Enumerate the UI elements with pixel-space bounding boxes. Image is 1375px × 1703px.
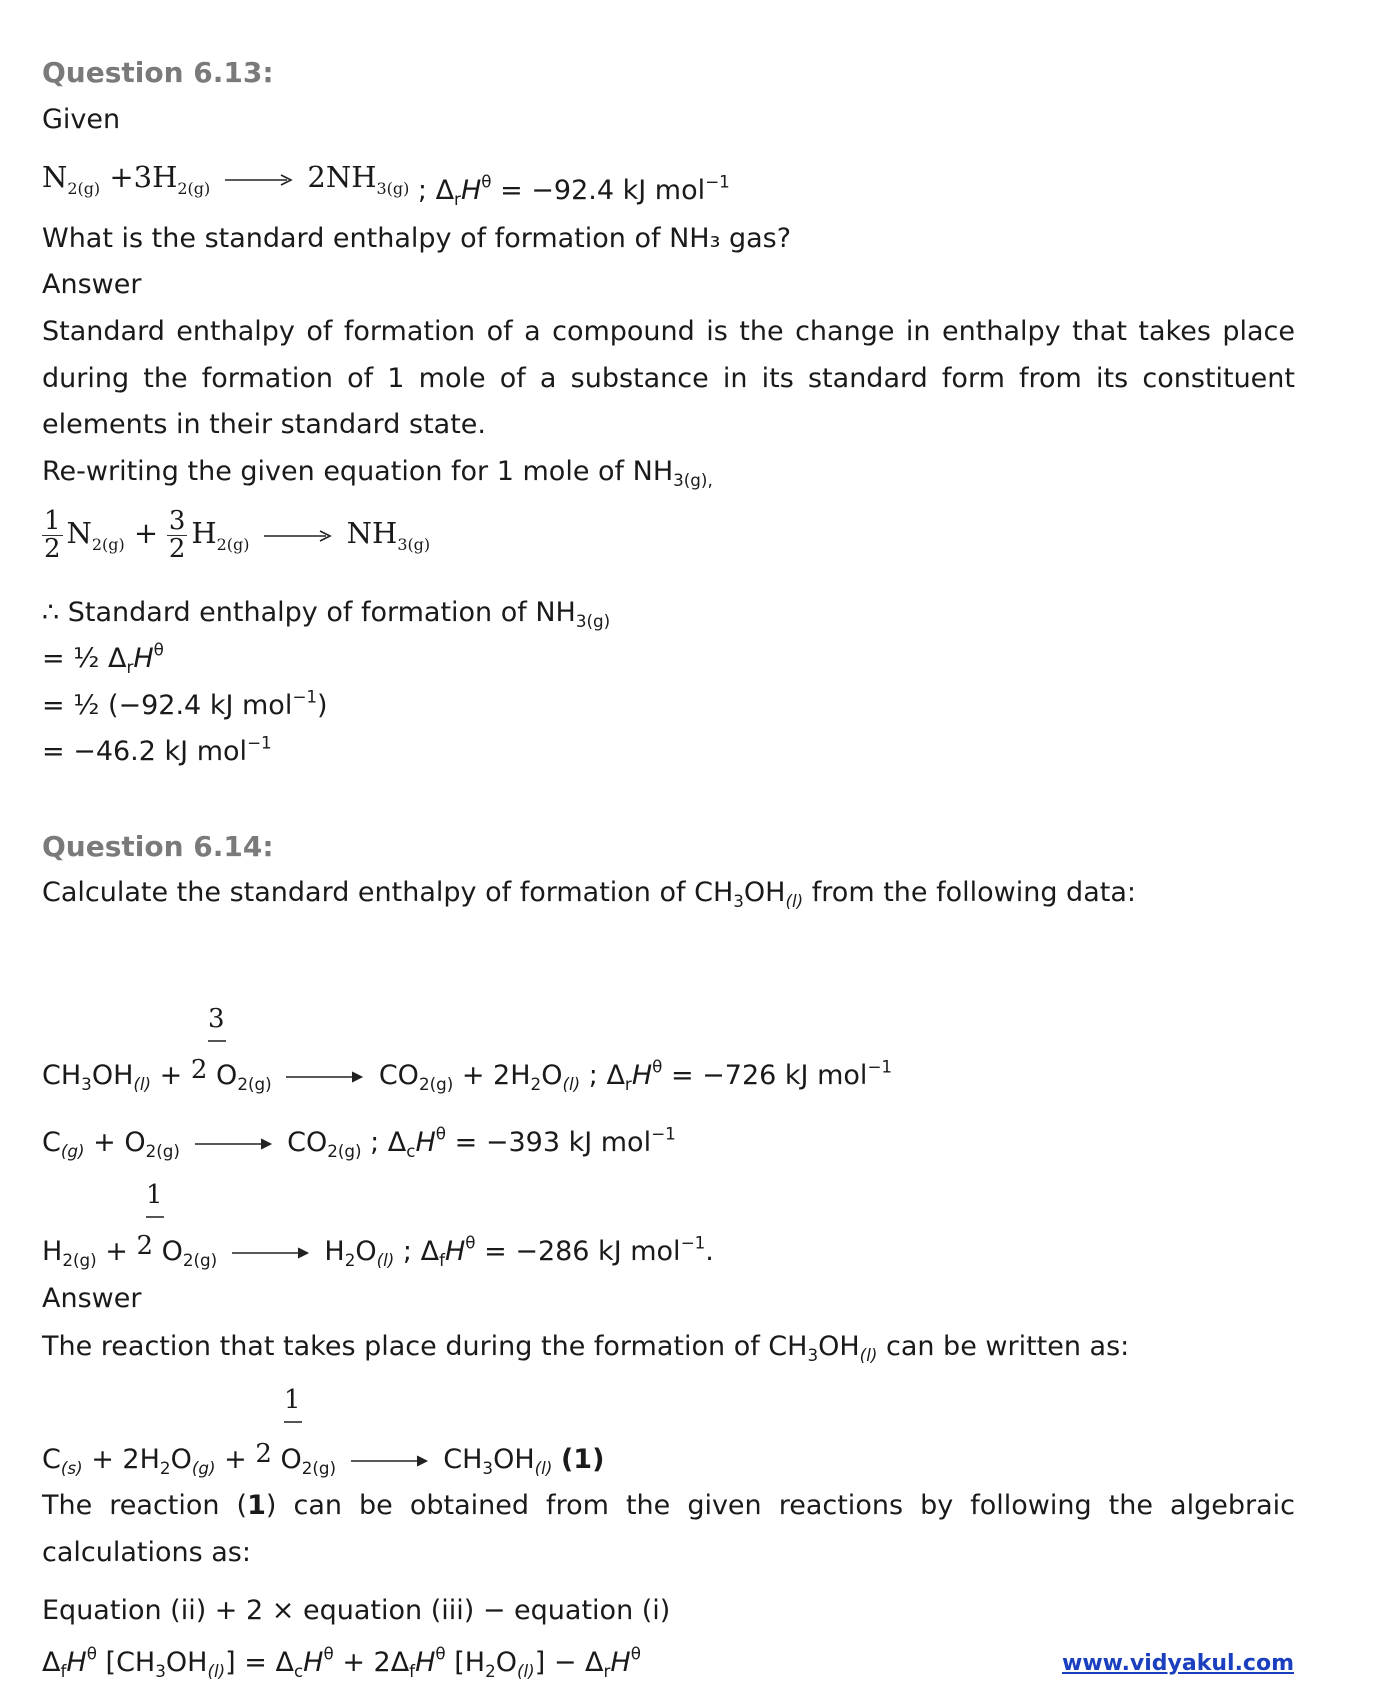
reaction-intro: The reaction that takes place during the formation of $CH_3OH_{(l)}$ can be written as: bbox=[42, 1331, 1130, 1365]
fraction-one-half-r4: 1 bbox=[284, 1385, 302, 1429]
fraction-one-half-r3: 1 bbox=[146, 1180, 164, 1224]
answer-label-1: Answer bbox=[42, 269, 142, 300]
step-1: = ½ $\Delta_rH^\theta$ bbox=[42, 639, 164, 677]
equation-r1-combustion-methanol: $CH_3OH_{(l)} + 2$ $O_{2(g)}$ $CO_{2(g)} + 2H_2O_{(l)}$ ; $\Delta_rH^\theta = -726$ kJ mol$^{-1}$ bbox=[42, 1055, 893, 1094]
step-2: = ½ (−92.4 kJ mol$^{-1}$) bbox=[42, 686, 328, 721]
question-6-14-title: Question 6.14: bbox=[42, 830, 274, 863]
question-6-13-title: Question 6.13: bbox=[42, 56, 274, 89]
equation-half-mole: $\frac{1}{2}$ $N_{2(g)}$ + $\frac{3}{2}$ $H_{2(g)}$ $NH_{3(g)}$ bbox=[44, 506, 431, 565]
reaction-arrow-icon bbox=[195, 1137, 273, 1151]
question-prompt: Calculate the standard enthalpy of formation of $CH_3OH_{(l)}$ from the following data: bbox=[42, 877, 1136, 911]
final-equation: $\Delta_fH^\theta$ $[CH_3OH_{(l)}] = \Delta_cH^\theta + 2\Delta_fH^\theta$ $[H_2O_{(l)}] - \Delta_rH^\theta$ bbox=[42, 1643, 641, 1681]
question-text: What is the standard enthalpy of formation of NH₃ gas? bbox=[42, 223, 792, 254]
reaction-arrow-icon bbox=[225, 173, 293, 187]
equation-methanol-formation: $C_{(s)} + 2H_2O_{(g)} + 2$ $O_{2(g)}$ $CH_3OH_{(l)}$ (1) bbox=[42, 1439, 605, 1478]
fraction-one-half: $\frac{1}{2}$ bbox=[44, 506, 61, 565]
step-3: = −46.2 kJ mol$^{-1}$ bbox=[42, 732, 272, 767]
rewrite-text: Re-writing the given equation for 1 mole of $NH_{3(g),}$ bbox=[42, 456, 713, 490]
equation-r3-water-formation: $H_{2(g)} + 2$ $O_{2(g)}$ $H_2O_{(l)}$ ; $\Delta_fH^\theta = -286$ kJ mol$^{-1}$. bbox=[42, 1231, 714, 1270]
definition-line-2: during the formation of 1 mole of a substance in its standard form from its constituent bbox=[42, 363, 1295, 394]
therefore-line: ∴ Standard enthalpy of formation of $NH_{3(g)}$ bbox=[42, 597, 611, 631]
fraction-three-halves-r1: 3 bbox=[208, 1004, 226, 1048]
reaction-arrow-icon bbox=[351, 1454, 429, 1468]
equation-ammonia-formation: $N_{2(g)} +3H_{2(g)}$ $2NH_{3(g)}$ ; $\Delta_rH^\theta = -92.4$ kJ mol$^{-1}$ bbox=[42, 160, 730, 209]
definition-line-1: Standard enthalpy of formation of a compound is the change in enthalpy that takes place bbox=[42, 316, 1295, 347]
answer-label-2: Answer bbox=[42, 1283, 142, 1314]
fraction-three-halves: $\frac{3}{2}$ bbox=[168, 506, 186, 565]
obtain-line: The reaction (1) can be obtained from the given reactions by following the algebraic bbox=[42, 1490, 1295, 1521]
given-label: Given bbox=[42, 104, 121, 135]
equation-combination: Equation (ii) + 2 × equation (iii) − equation (i) bbox=[42, 1595, 671, 1626]
equation-r2-carbon-combustion: $C_{(g)} + O_{2(g)}$ $CO_{2(g)}$ ; $\Delta_cH^\theta = -393$ kJ mol$^{-1}$ bbox=[42, 1123, 676, 1161]
reaction-arrow-icon bbox=[232, 1246, 310, 1260]
calculations-line: calculations as: bbox=[42, 1537, 251, 1568]
reaction-arrow-icon bbox=[264, 529, 332, 543]
definition-line-3: elements in their standard state. bbox=[42, 409, 486, 440]
vidyakul-website-link[interactable]: www.vidyakul.com bbox=[1062, 1651, 1295, 1676]
reaction-arrow-icon bbox=[286, 1070, 364, 1084]
